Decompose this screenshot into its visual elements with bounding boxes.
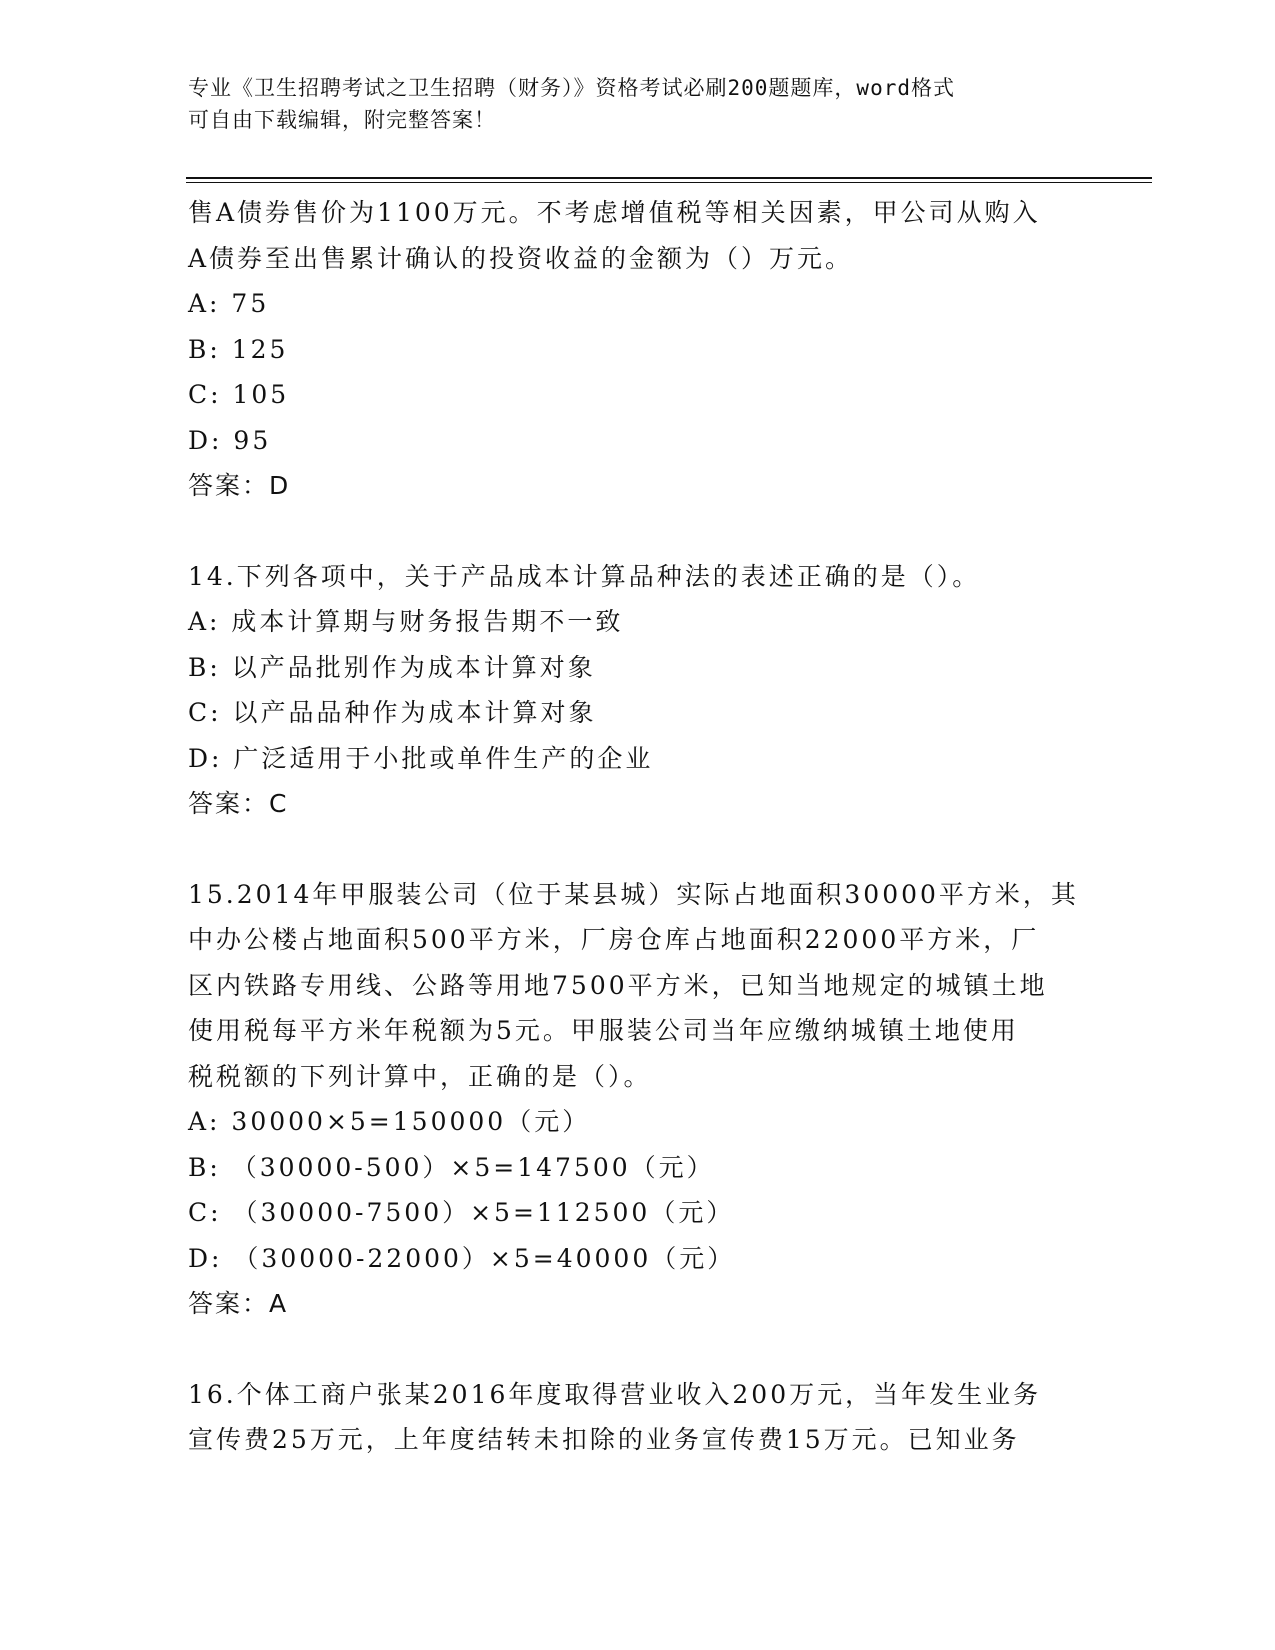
spacer bbox=[188, 509, 1088, 554]
option-b: B: （30000-500）×5=147500（元） bbox=[188, 1152, 715, 1182]
header-rule-thick bbox=[186, 177, 1152, 179]
option-a: A: 成本计算期与财务报告期不一致 bbox=[188, 607, 624, 636]
question-stem-line: A债券至出售累计确认的投资收益的金额为（）万元。 bbox=[188, 243, 854, 273]
spacer bbox=[188, 1327, 1088, 1372]
answer-label: 答案：C bbox=[188, 789, 289, 818]
option-d: D: 广泛适用于小批或单件生产的企业 bbox=[188, 743, 654, 773]
question-16 bbox=[188, 1372, 1088, 1463]
question-15 bbox=[188, 872, 1088, 1327]
option-d: D: 95 bbox=[188, 425, 272, 455]
question-stem-line: 14.下列各项中，关于产品成本计算品种法的表述正确的是（）。 bbox=[188, 561, 981, 591]
question-stem-line: 区内铁路专用线、公路等用地7500平方米，已知当地规定的城镇土地 bbox=[188, 970, 1048, 1000]
question-content bbox=[188, 190, 1088, 1463]
option-a: A: 75 bbox=[188, 289, 270, 318]
option-b: B: 以产品批别作为成本计算对象 bbox=[188, 652, 596, 682]
question-13 bbox=[188, 190, 1088, 509]
question-stem-line: 宣传费25万元，上年度结转未扣除的业务宣传费15万元。已知业务 bbox=[188, 1425, 1020, 1454]
header-line-2: 可自由下载编辑，附完整答案！ bbox=[188, 108, 496, 132]
header-rule-thin bbox=[186, 182, 1152, 183]
question-stem-line: 16.个体工商户张某2016年度取得营业收入200万元，当年发生业务 bbox=[188, 1379, 1042, 1409]
answer-label: 答案：D bbox=[188, 471, 291, 500]
question-stem-line: 中办公楼占地面积500平方米，厂房仓库占地面积22000平方米，厂 bbox=[188, 925, 1040, 954]
question-stem-line: 税税额的下列计算中，正确的是（）。 bbox=[188, 1061, 652, 1091]
option-c: C: 以产品品种作为成本计算对象 bbox=[188, 698, 597, 727]
question-14 bbox=[188, 554, 1088, 827]
answer-label: 答案：A bbox=[188, 1289, 289, 1318]
option-d: D: （30000-22000）×5=40000（元） bbox=[188, 1243, 736, 1273]
page-header bbox=[188, 72, 1088, 136]
option-c: C: 105 bbox=[188, 380, 290, 409]
question-stem-line: 15.2014年甲服装公司（位于某县城）实际占地面积30000平方米，其 bbox=[188, 879, 1079, 909]
header-line-1: 专业《卫生招聘考试之卫生招聘（财务）》资格考试必刷200题题库，word格式 bbox=[188, 76, 955, 100]
question-stem-line: 使用税每平方米年税额为5元。甲服装公司当年应缴纳城镇土地使用 bbox=[188, 1016, 1019, 1045]
option-b: B: 125 bbox=[188, 334, 289, 364]
option-c: C: （30000-7500）×5=112500（元） bbox=[188, 1198, 735, 1227]
question-stem-line: 售A债券售价为1100万元。不考虑增值税等相关因素，甲公司从购入 bbox=[188, 198, 1041, 227]
spacer bbox=[188, 827, 1088, 872]
option-a: A: 30000×5=150000（元） bbox=[188, 1107, 591, 1136]
